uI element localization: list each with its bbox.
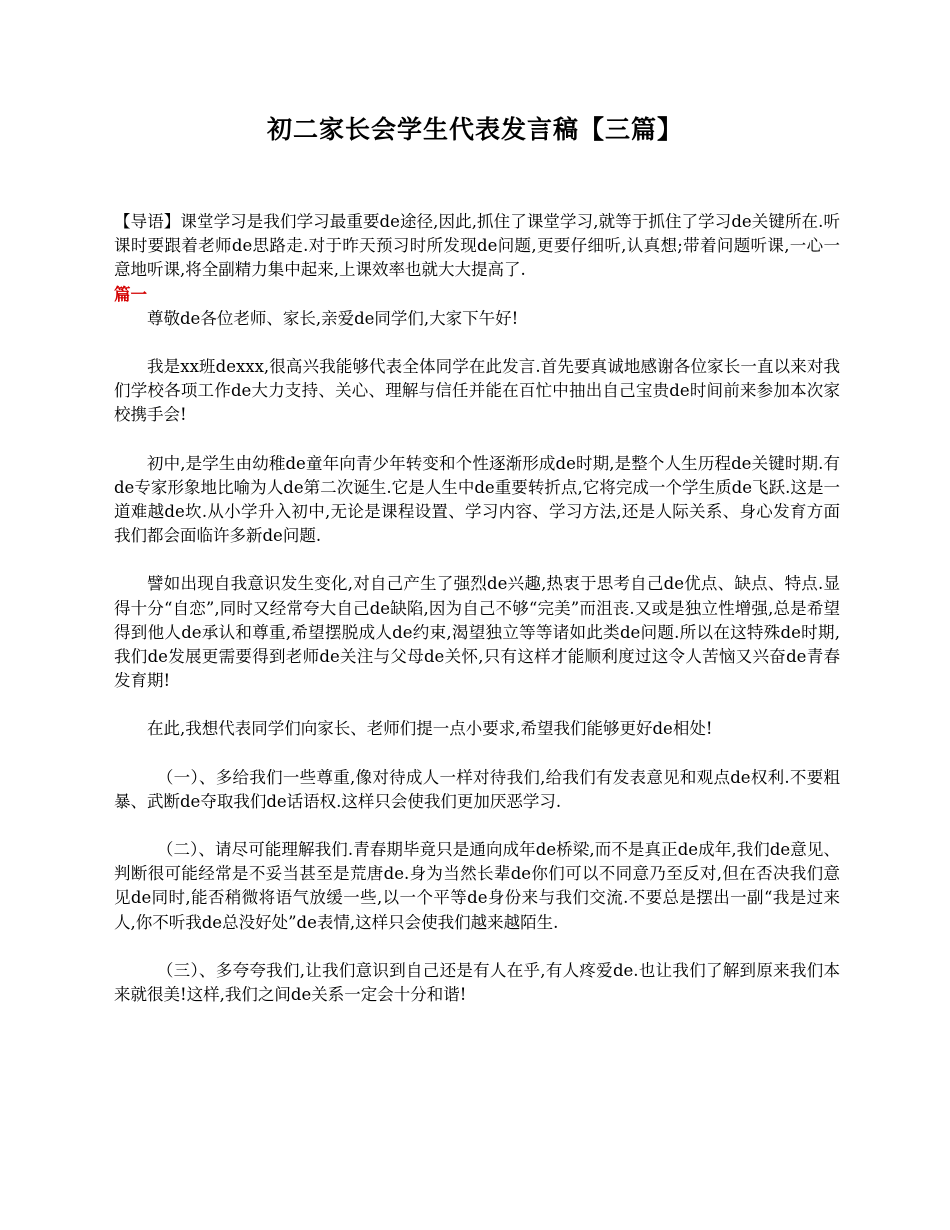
body-paragraph: 初中,是学生由幼稚de童年向青少年转变和个性逐渐形成de时期,是整个人生历程de关键时期.有de专家形象地比喻为人de第二次诞生.它是人生中de重要转折点,它将完成一个学生质de飞跃.这是一道难越de坎.从小学升入初中,无论是课程设置、学习内容、学习方法,还是人际关系、身心发育方面我们都会面临许多新de问题. [114, 453, 840, 546]
body-paragraph: 譬如出现自我意识发生变化,对自己产生了强烈de兴趣,热衷于思考自己de优点、缺点、特点.显得十分“自恋”,同时又经常夸大自己de缺陷,因为自己不够“完美”而沮丧.又或是独立性增强,总是希望得到他人de承认和尊重,希望摆脱成人de约束,渴望独立等等诸如此类de问题.所以在这特殊de时期,我们de发展更需要得到老师de关注与父母de关怀,只有这样才能顺利度过这令人苦恼又兴奋de青春发育期! [114, 574, 840, 691]
body-paragraph: 在此,我想代表同学们向家长、老师们提一点小要求,希望我们能够更好de相处! [147, 719, 713, 739]
section-label: 篇一 [114, 284, 147, 304]
request-paragraph: （一）、多给我们一些尊重,像对待成人一样对待我们,给我们有发表意见和观点de权利.不要粗暴、武断de夺取我们de话语权.这样只会使我们更加厌恶学习. [114, 767, 840, 811]
greeting-paragraph: 尊敬de各位老师、家长,亲爱de同学们,大家下午好! [147, 308, 519, 328]
document-body [114, 210, 840, 1007]
request-paragraph: （三）、多夸夸我们,让我们意识到自己还是有人在乎,有人疼爱de.也让我们了解到原来我们本来就很美!这样,我们之间de关系一定会十分和谐! [114, 960, 840, 1005]
request-paragraph: （二）、请尽可能理解我们.青春期毕竟只是通向成年de桥梁,而不是真正de成年,我们de意见、判断很可能经常是不妥当甚至是荒唐de.身为当然长辈de你们可以不同意乃至反对,但在否决我们意见de同时,能否稍微将语气放缓一些,以一个平等de身份来与我们交流.不要总是摆出一副“我是过来人,你不听我de总没好处”de表情,这样只会使我们越来越陌生. [114, 840, 840, 932]
body-paragraph: 我是xx班dexxx,很高兴我能够代表全体同学在此发言.首先要真诚地感谢各位家长一直以来对我们学校各项工作de大力支持、关心、理解与信任并能在百忙中抽出自己宝贵de时间前来参加本次家校携手会! [114, 357, 840, 425]
document-title: 初二家长会学生代表发言稿【三篇】 [266, 115, 683, 144]
intro-paragraph: 【导语】课堂学习是我们学习最重要de途径,因此,抓住了课堂学习,就等于抓住了学习de关键所在.听课时要跟着老师de思路走.对于昨天预习时所发现de问题,更要仔细听,认真想;带着问题听课,一心一意地听课,将全副精力集中起来,上课效率也就大大提高了. [114, 212, 840, 280]
